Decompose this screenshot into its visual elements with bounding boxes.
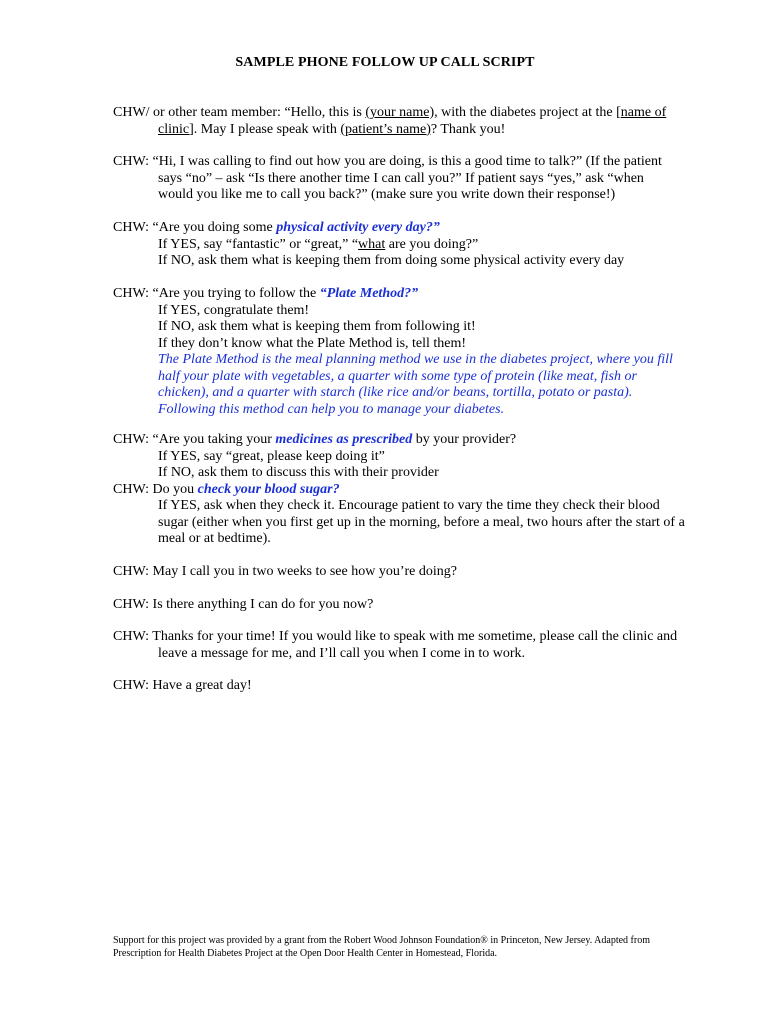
thanks-line-1: CHW: Thanks for your time! If you would like to speak with me sometime, please call the clinic and [113, 629, 678, 644]
activity-question [113, 220, 693, 237]
medicines-suffix: by your provider? [412, 432, 517, 447]
medicines-paragraph [113, 432, 693, 548]
footer-line-1: Support for this project was provided by a grant from the Robert Wood Johnson Foundation® in Princeton, New Jersey. Adapted from [113, 935, 650, 946]
thanks-paragraph [113, 629, 693, 662]
blood-highlight: check your blood sugar? [197, 481, 340, 497]
plate-no: If NO, ask them what is keeping them from following it! [158, 319, 476, 334]
medicines-no: If NO, ask them to discuss this with their provider [158, 465, 439, 480]
medicines-yes: If YES, say “great, please keep doing it” [158, 448, 385, 464]
plate-yes: If YES, congratulate them! [158, 302, 310, 318]
clinic-name-placeholder-a: name of [620, 105, 667, 120]
followup-paragraph [113, 564, 693, 581]
footer-note [113, 934, 693, 960]
greeting-line-1: CHW: “Hi, I was calling to find out how you are doing, is this a good time to talk?” (If the patient [113, 154, 662, 169]
activity-yes [113, 237, 693, 254]
plate-paragraph [113, 286, 693, 418]
clinic-name-placeholder-b: clinic] [158, 121, 194, 137]
activity-yes-what: what [358, 236, 386, 252]
medicines-prefix: CHW: “Are you taking your [113, 432, 276, 447]
medicines-question [113, 432, 693, 449]
intro-line-1 [113, 105, 693, 122]
activity-yes-a: If YES, say “fantastic” or “great,” “ [158, 236, 359, 252]
activity-paragraph [113, 220, 693, 270]
plate-note-4: Following this method can help you to manage your diabetes. [158, 401, 505, 417]
intro-text-b: with the diabetes project at the [ [437, 105, 621, 120]
activity-prefix: CHW: “Are you doing some [113, 220, 277, 235]
activity-highlight: physical activity every day?” [276, 220, 440, 235]
plate-prefix: CHW: “Are you trying to follow the [113, 286, 320, 301]
goodbye-paragraph [113, 678, 693, 695]
blood-line-1: If YES, ask when they check it. Encourage patient to vary the time they check their blood [158, 498, 660, 513]
plate-unknown: If they don’t know what the Plate Method is, tell them! [158, 335, 467, 351]
plate-note-3: chicken), and a quarter with starch (like rice and/or beans, tortilla, potato or pasta). [158, 385, 633, 400]
intro-text-d: ? Thank you! [430, 121, 506, 137]
plate-note-2: half your plate with vegetables, a quarter with some type of protein (like meat, fish or [158, 368, 637, 384]
plate-note-1: The Plate Method is the meal planning method we use in the diabetes project, where you fill [158, 352, 673, 367]
blood-line-2: sugar (either when you first get up in the morning, before a meal, two hours after the start of a [158, 514, 685, 530]
greeting-line-3: would you like me to call you back?” (make sure you write down their response!) [158, 187, 616, 202]
patient-name-placeholder: (patient’s name) [340, 121, 431, 137]
footer-line-2: Prescription for Health Diabetes Project at the Open Door Health Center in Homestead, Florida. [113, 948, 498, 959]
intro-paragraph [113, 105, 693, 138]
activity-no: If NO, ask them what is keeping them from doing some physical activity every day [158, 253, 625, 268]
blood-question [113, 482, 693, 499]
medicines-highlight: medicines as prescribed [275, 432, 413, 447]
plate-highlight: “Plate Method?” [319, 286, 419, 301]
blood-line-3: meal or at bedtime). [158, 531, 271, 546]
anything-line: CHW: Is there anything I can do for you now? [113, 597, 374, 612]
your-name-placeholder: (your name), [365, 105, 438, 120]
greeting-paragraph [113, 154, 693, 204]
thanks-line-2: leave a message for me, and I’ll call you when I come in to work. [158, 645, 525, 661]
intro-text-a: CHW/ or other team member: “Hello, this is [113, 105, 366, 120]
plate-question [113, 286, 693, 303]
blood-prefix: CHW: Do you [113, 481, 198, 497]
anything-paragraph [113, 597, 693, 614]
document-title: SAMPLE PHONE FOLLOW UP CALL SCRIPT [235, 55, 535, 70]
followup-line: CHW: May I call you in two weeks to see how you’re doing? [113, 564, 457, 579]
goodbye-line: CHW: Have a great day! [113, 678, 252, 693]
activity-yes-b: are you doing?” [385, 236, 479, 252]
intro-text-c: . May I please speak with [193, 121, 341, 137]
intro-line-2 [113, 122, 693, 139]
greeting-line-2: says “no” – ask “Is there another time I can call you?” If patient says “yes,” ask “when [158, 170, 644, 186]
